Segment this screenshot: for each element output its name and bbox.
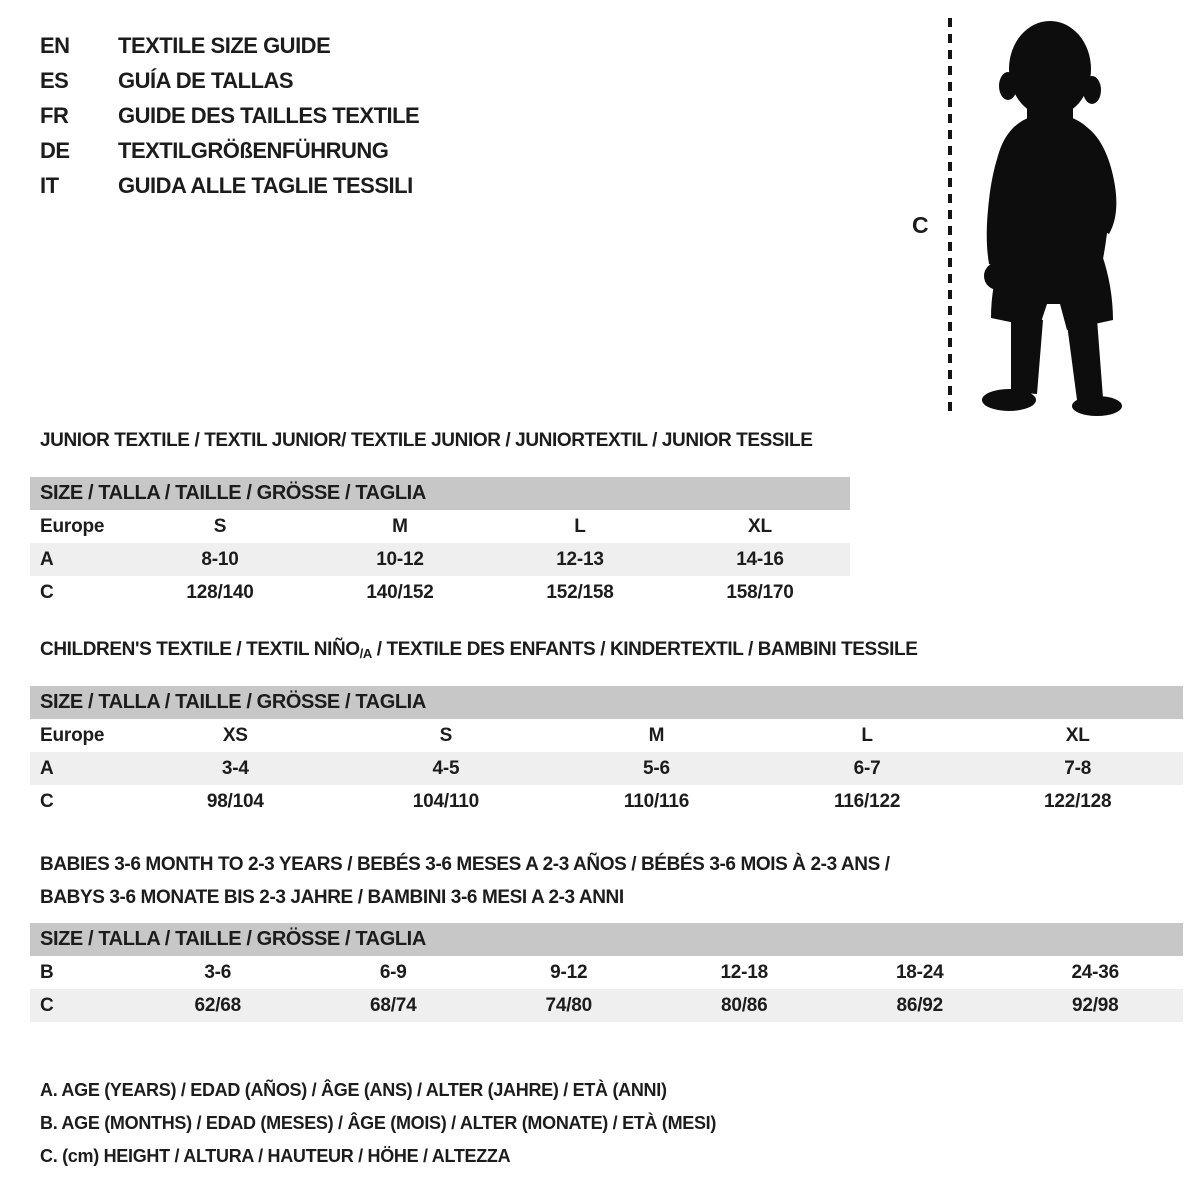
size-header-label: SIZE / TALLA / TAILLE / GRÖSSE / TAGLIA: [40, 691, 426, 713]
height-cell: 80/86: [720, 994, 768, 1016]
size-cell: XL: [1065, 724, 1090, 746]
height-cell: 74/80: [545, 994, 593, 1016]
table-row-age: [30, 752, 1183, 785]
height-cell: 98/104: [206, 790, 264, 812]
guide-title-it: GUIDA ALLE TAGLIE TESSILI: [118, 172, 413, 198]
months-cell: 18-24: [895, 961, 944, 983]
months-cell: 6-9: [379, 961, 407, 983]
row-label: A: [40, 757, 54, 779]
months-cell: 24-36: [1071, 961, 1120, 983]
row-label: C: [40, 994, 54, 1016]
size-cell: XS: [222, 724, 248, 746]
table-row-age: [30, 543, 850, 576]
top-section: [0, 0, 1200, 430]
row-label: Europe: [40, 515, 105, 537]
size-cell: S: [439, 724, 453, 746]
guide-title-fr: GUIDE DES TAILLES TEXTILE: [118, 102, 420, 128]
legend-line-c: C. (cm) HEIGHT / ALTURA / HAUTEUR / HÖHE / ALTEZZA: [40, 1146, 511, 1166]
table-row-months: [30, 956, 1183, 989]
children-size-header-bar: [30, 686, 1183, 719]
size-cell: S: [213, 515, 227, 537]
row-label: C: [40, 581, 54, 603]
size-cell: L: [861, 724, 873, 746]
table-row-europe: [30, 510, 850, 543]
legend-line-b: B. AGE (MONTHS) / EDAD (MESES) / ÂGE (MOIS) / ALTER (MONATE) / ETÀ (MESI): [40, 1113, 717, 1133]
height-cell: 152/158: [546, 581, 614, 603]
table-row-height: [30, 785, 1183, 818]
size-cell: L: [574, 515, 586, 537]
age-cell: 7-8: [1064, 757, 1092, 779]
language-code-es: ES: [40, 67, 69, 93]
language-row-it: [40, 168, 419, 203]
height-figure: [900, 14, 1150, 426]
babies-size-table: [30, 923, 1183, 1022]
language-row-en: [40, 28, 419, 63]
guide-title-es: GUÍA DE TALLAS: [118, 67, 294, 93]
months-cell: 12-18: [720, 961, 769, 983]
height-cell: 122/128: [1044, 790, 1112, 812]
guide-title-de: TEXTILGRÖßENFÜHRUNG: [118, 137, 389, 163]
babies-size-header-bar: [30, 923, 1183, 956]
children-title-prefix: CHILDREN'S TEXTILE / TEXTIL NIÑO: [40, 639, 360, 660]
months-cell: 9-12: [550, 961, 588, 983]
legend: [40, 1074, 1200, 1173]
row-label: A: [40, 548, 54, 570]
language-code-fr: FR: [40, 102, 69, 128]
junior-section-title: JUNIOR TEXTILE / TEXTIL JUNIOR/ TEXTILE JUNIOR / JUNIORTEXTIL / JUNIOR TESSILE: [40, 430, 813, 451]
size-cell: M: [648, 724, 665, 746]
height-cell: 140/152: [366, 581, 434, 603]
size-cell: M: [392, 515, 408, 537]
babies-title-line1: BABIES 3-6 MONTH TO 2-3 YEARS / BEBÉS 3-6 MESES A 2-3 AÑOS / BÉBÉS 3-6 MOIS À 2-3 ANS /: [40, 854, 890, 875]
table-row-height: [30, 576, 850, 609]
age-cell: 10-12: [376, 548, 424, 570]
children-title-sub: /A: [359, 646, 372, 661]
height-cell: 68/74: [369, 994, 417, 1016]
language-code-it: IT: [40, 172, 59, 198]
age-cell: 8-10: [201, 548, 239, 570]
age-cell: 5-6: [643, 757, 670, 779]
language-row-de: [40, 133, 419, 168]
row-label: C: [40, 790, 54, 812]
language-row-es: [40, 63, 419, 98]
children-section: [30, 639, 1200, 818]
height-cell: 92/98: [1071, 994, 1119, 1016]
age-cell: 12-13: [556, 548, 604, 570]
age-cell: 14-16: [736, 548, 784, 570]
junior-section: [30, 430, 1200, 609]
junior-size-table: [30, 477, 850, 609]
junior-size-header-bar: [30, 477, 850, 510]
size-header-label: SIZE / TALLA / TAILLE / GRÖSSE / TAGLIA: [40, 928, 426, 950]
age-cell: 6-7: [853, 757, 881, 779]
babies-section-title: [40, 848, 1200, 914]
size-header-label: SIZE / TALLA / TAILLE / GRÖSSE / TAGLIA: [40, 482, 426, 504]
language-title-list: [40, 28, 419, 203]
height-dashed-line: [948, 18, 952, 416]
table-row-height: [30, 989, 1183, 1022]
babies-section: [30, 848, 1200, 1022]
table-row-europe: [30, 719, 1183, 752]
legend-line-a: A. AGE (YEARS) / EDAD (AÑOS) / ÂGE (ANS) / ALTER (JAHRE) / ETÀ (ANNI): [40, 1080, 667, 1100]
children-size-table: [30, 686, 1183, 818]
height-cell: 128/140: [186, 581, 254, 603]
babies-title-line2: BABYS 3-6 MONATE BIS 2-3 JAHRE / BAMBINI 3-6 MESI A 2-3 ANNI: [40, 887, 624, 908]
language-row-fr: [40, 98, 419, 133]
height-cell: 86/92: [896, 994, 944, 1016]
children-title-suffix: / TEXTILE DES ENFANTS / KINDERTEXTIL / BAMBINI TESSILE: [371, 639, 918, 660]
children-section-title: [40, 639, 1200, 662]
height-cell: 116/122: [833, 790, 901, 812]
height-cell: 158/170: [726, 581, 794, 603]
language-code-en: EN: [40, 32, 70, 58]
toddler-silhouette-icon: [964, 14, 1136, 418]
size-cell: XL: [748, 515, 772, 537]
height-cell: 104/110: [412, 790, 479, 812]
row-label: B: [40, 961, 54, 983]
language-code-de: DE: [40, 137, 70, 163]
age-cell: 3-4: [221, 757, 249, 779]
height-cell: 62/68: [194, 994, 242, 1016]
age-cell: 4-5: [432, 757, 460, 779]
guide-title-en: TEXTILE SIZE GUIDE: [118, 32, 331, 58]
height-cell: 110/116: [623, 790, 690, 812]
row-label: Europe: [40, 724, 105, 746]
months-cell: 3-6: [204, 961, 232, 983]
height-measure-label: C: [912, 212, 929, 238]
